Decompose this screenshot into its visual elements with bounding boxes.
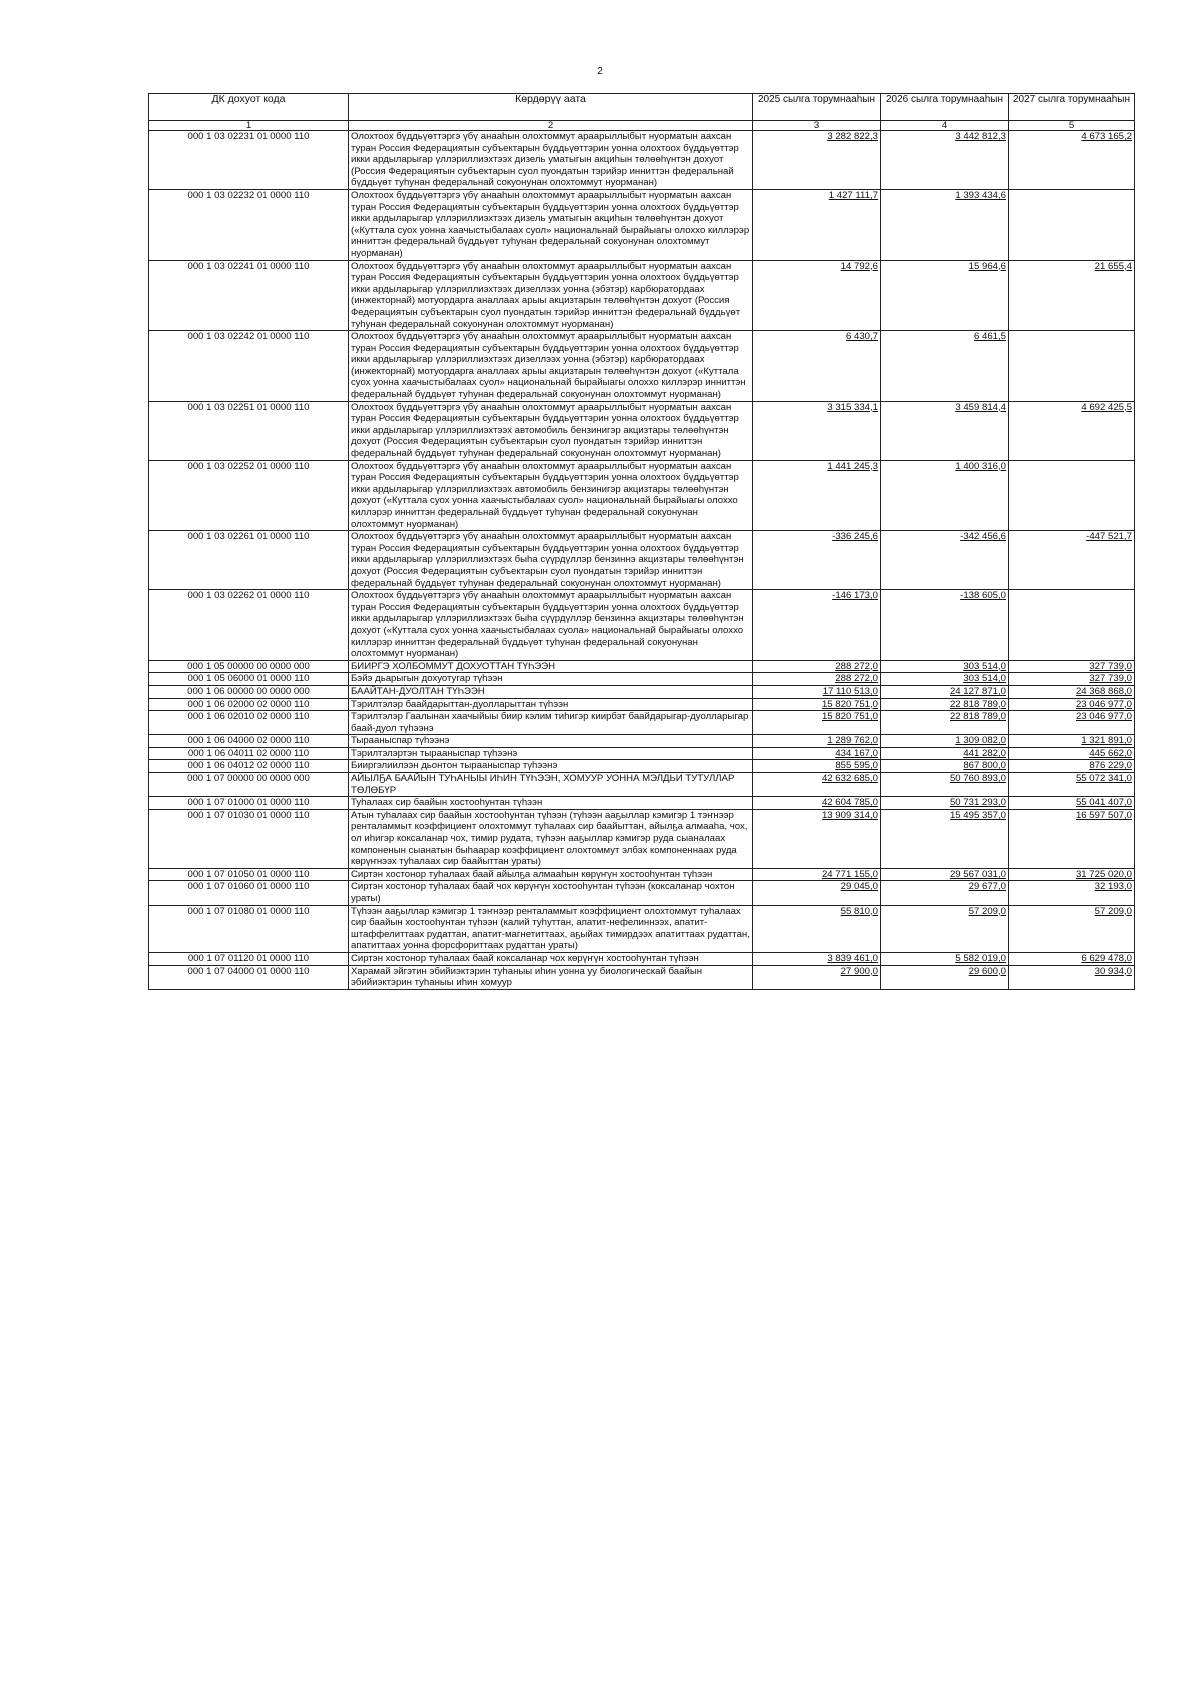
forecast-2026-cell (881, 711, 1009, 735)
forecast-2027-cell (1009, 797, 1135, 810)
forecast-2026-cell (881, 331, 1009, 402)
forecast-2025-cell (753, 673, 881, 686)
indicator-name: БААЙТАН-ДУОЛТАН ТҮҺЭЭН (349, 685, 753, 698)
indicator-name: Олохтоох бүддьүөттэргэ үбү анааһын олохтоммут араарыллыбыт нуорматын аахсан туран Россия Федерациятын субъектарын бүддьүөттэрин уонна олохтоох бүддьүөттэр икки ардыларыгар үллэриллиэхтээх дизеллээх уонна (эбэтэр) карбюратордаах (инжекторнай) мотуордарга аналлаах арыы акцизтарын төлөөһүнтэн дохуот (Россия Федерациятын субъектарын суол пуондатын тэрийэр инниттэн федеральнай бүддьүөт туһунан федеральнай сокуонунан олохтоммут нуорманан) (349, 260, 753, 331)
forecast-2027-value: 6 629 478,0 (1081, 952, 1132, 964)
forecast-2025-cell (753, 881, 881, 905)
table-row (149, 760, 1135, 773)
revenue-code: 000 1 06 04000 02 0000 110 (149, 735, 349, 748)
forecast-2026-value: 50 731 293,0 (949, 797, 1006, 809)
revenue-code: 000 1 07 01000 01 0000 110 (149, 797, 349, 810)
revenue-code: 000 1 03 02232 01 0000 110 (149, 189, 349, 260)
forecast-2025-value: 14 792,6 (840, 260, 878, 272)
forecast-2027-cell (1009, 809, 1135, 868)
forecast-2025-cell (753, 660, 881, 673)
table-row (149, 698, 1135, 711)
indicator-name: Олохтоох бүддьүөттэргэ үбү анааһын олохтоммут араарыллыбыт нуорматын аахсан туран Россия Федерациятын субъектарын бүддьүөттэрин уонна олохтоох бүддьүөттэр икки ардыларыгар үллэриллиэхтээх автомобиль бензинигэр акцизтары төлөөһүнтэн дохуот («Куттала суох уонна хаачыстыбалаах суол» национальнай бырайыагы олоххо киллэрэр инниттэн федеральнай бүддьүөт туһунан федеральнай сокуонунан олохтоммут нуорманан) (349, 460, 753, 531)
forecast-2026-value: 303 514,0 (963, 660, 1006, 672)
revenue-code: 000 1 06 04011 02 0000 110 (149, 747, 349, 760)
forecast-2025-value: 1 441 245,3 (827, 460, 878, 472)
forecast-2027-cell (1009, 189, 1135, 260)
forecast-2026-value: 3 442 812,3 (955, 131, 1006, 142)
indicator-name: Атын туһалаах сир баайын хостооһунтан түһээн (түһээн ааҕыллар кэмигэр 1 тэҥнээр ренталаммыт коэффициент олохтоммут туһалаах сир баайыттан, айылҕа алмааһа, чох, ол иһигэр коксаланар чох, тимир рудата, түһээн ааҕыллар кэмигэр руда сыаналаах компоненын сыанатын быһаарар коэффициент олохтоммут элбэх компоненнаах руда көрүҥнээх туһалаах сир баайыттан ураты) (349, 809, 753, 868)
forecast-2026-cell (881, 660, 1009, 673)
forecast-2026-value: 15 495 357,0 (949, 809, 1006, 821)
forecast-2027-cell (1009, 673, 1135, 686)
forecast-2027-cell (1009, 685, 1135, 698)
forecast-2026-cell (881, 747, 1009, 760)
table-row (149, 685, 1135, 698)
revenue-code: 000 1 06 04012 02 0000 110 (149, 760, 349, 773)
forecast-2027-cell (1009, 260, 1135, 331)
indicator-name: Олохтоох бүддьүөттэргэ үбү анааһын олохтоммут араарыллыбыт нуорматын аахсан туран Россия Федерациятын субъектарын бүддьүөттэрин уонна олохтоох бүддьүөттэр икки ардыларыгар үллэриллиэхтээх быһа сүүрдүллэр бензиннэ акцизтары төлөөһүнтэн дохуот («Куттала суох уонна хаачыстыбалаах суола» национальнай бырайыагы олоххо киллэрэр инниттэн федеральнай бүддьүөт туһунан федеральнай сокуонунан олохтоммут нуорманан) (349, 590, 753, 661)
indicator-name: Туһалаах сир баайын хостооһунтан түһээн (349, 797, 753, 810)
forecast-2025-value: 855 595,0 (835, 760, 878, 772)
forecast-2026-value: -342 456,6 (960, 531, 1006, 543)
table-row (149, 952, 1135, 965)
table-row (149, 965, 1135, 989)
forecast-2027-value: 16 597 507,0 (1075, 809, 1132, 821)
forecast-2025-cell (753, 735, 881, 748)
indicator-name: Харамай эйгэтин эбийиэктэрин туһаныы иһин уонна уу биологическай баайын эбийиэктэрин туһаныы иһин хомуур (349, 965, 753, 989)
forecast-2026-value: 1 309 082,0 (955, 735, 1006, 747)
indicator-name: Түһээн ааҕыллар кэмигэр 1 тэҥнээр ренталаммыт коэффициент олохтоммут туһалаах сир баайын хостооһунтан түһээн (калий туһуттан, апатит-нефелиннээх, апатит-штаффелиттаах рудаттан, апатит-магнетиттаах, аҕыйах тимирдээх апатиттаах рудаттан, апатиттаах уонна форсфориттаах рудаттан ураты) (349, 905, 753, 952)
forecast-2025-value: 55 810,0 (840, 905, 878, 917)
forecast-2027-cell (1009, 698, 1135, 711)
forecast-2025-value: 3 839 461,0 (827, 952, 878, 964)
table-row (149, 331, 1135, 402)
forecast-2027-value: 21 655,4 (1094, 260, 1132, 272)
forecast-2025-value: 42 632 685,0 (821, 773, 878, 785)
header-indicator-name: Көрдөрүү аата (349, 94, 753, 121)
revenue-code: 000 1 05 06000 01 0000 110 (149, 673, 349, 686)
table-header-row (149, 94, 1135, 121)
header-code: ДК дохуот кода (149, 94, 349, 121)
forecast-2025-cell (753, 189, 881, 260)
forecast-2025-value: 15 820 751,0 (821, 698, 878, 710)
forecast-2027-cell (1009, 881, 1135, 905)
indicator-name: Олохтоох бүддьүөттэргэ үбү анааһын олохтоммут араарыллыбыт нуорматын аахсан туран Россия Федерациятын субъектарын бүддьүөттэрин уонна олохтоох бүддьүөттэр икки ардыларыгар үллэриллиэхтээх дизеллээх уонна (эбэтэр) карбюратордаах (инжекторнай) мотуордарга аналлаах арыы акцизтарын төлөөһүнтэн дохуот («Куттала суох уонна хаачыстыбалаах суол» национальнай бырайыагы олоххо киллэрэр инниттэн федеральнай бүддьүөт туһунан федеральнай сокуонунан олохтоммут нуорманан) (349, 331, 753, 402)
forecast-2027-value: 327 739,0 (1089, 660, 1132, 672)
column-number-row (149, 121, 1135, 131)
forecast-2026-cell (881, 685, 1009, 698)
forecast-2025-value: 15 820 751,0 (821, 711, 878, 723)
table-row (149, 189, 1135, 260)
forecast-2027-cell (1009, 331, 1135, 402)
forecast-2026-value: 22 818 789,0 (949, 711, 1006, 723)
forecast-2027-value: 23 046 977,0 (1075, 698, 1132, 710)
forecast-2027-cell (1009, 760, 1135, 773)
table-row (149, 905, 1135, 952)
forecast-2026-value: 24 127 871,0 (949, 685, 1006, 697)
revenue-code: 000 1 06 02010 02 0000 110 (149, 711, 349, 735)
forecast-2027-value: 55 041 407,0 (1075, 797, 1132, 809)
forecast-2026-value: 3 459 814,4 (955, 401, 1006, 413)
forecast-2025-cell (753, 760, 881, 773)
revenue-code: 000 1 07 00000 00 0000 000 (149, 773, 349, 797)
indicator-name: Сиртэн хостонор туһалаах баай коксаланар чох көрүҥүн хостооһунтан түһээн (349, 952, 753, 965)
table-row (149, 881, 1135, 905)
forecast-2025-cell (753, 460, 881, 531)
forecast-2025-cell (753, 965, 881, 989)
forecast-2026-cell (881, 531, 1009, 590)
forecast-2025-value: 1 427 111,7 (828, 189, 878, 201)
forecast-2025-value: 13 909 314,0 (821, 809, 878, 821)
forecast-2027-cell (1009, 905, 1135, 952)
forecast-2025-value: 1 289 762,0 (827, 735, 878, 747)
forecast-2025-value: 42 604 785,0 (821, 797, 878, 809)
revenue-code: 000 1 07 04000 01 0000 110 (149, 965, 349, 989)
forecast-2026-value: 29 567 031,0 (949, 868, 1006, 880)
forecast-2026-cell (881, 797, 1009, 810)
indicator-name: Олохтоох бүддьүөттэргэ үбү анааһын олохтоммут араарыллыбыт нуорматын аахсан туран Россия Федерациятын субъектарын бүддьүөттэрин уонна олохтоох бүддьүөттэр икки ардыларыгар үллэриллиэхтээх дизель уматыгын акциһын төлөөһүнтэн дохуот («Куттала суох уонна хаачыстыбалаах суол» национальнай бырайыагы олоххо киллэрэр инниттэн федеральнай бүддьүөт туһунан федеральнай сокуонунан олохтоммут нуорманан) (349, 189, 753, 260)
forecast-2025-value: 3 315 334,1 (827, 401, 878, 413)
revenue-code: 000 1 03 02231 01 0000 110 (149, 131, 349, 190)
forecast-2026-cell (881, 735, 1009, 748)
indicator-name: Олохтоох бүддьүөттэргэ үбү анааһын олохтоммут араарыллыбыт нуорматын аахсан туран Россия Федерациятын субъектарын бүддьүөттэрин уонна олохтоох бүддьүөттэр икки ардыларыгар үллэриллиэхтээх автомобиль бензинигэр акцизтары төлөөһүнтэн дохуот (Россия Федерациятын субъектарын суол пуондатын тэрийэр инниттэн федеральнай бүддьүөт туһунан федеральнай сокуонунан олохтоммут нуорманан) (349, 401, 753, 460)
forecast-2025-cell (753, 401, 881, 460)
forecast-2026-cell (881, 868, 1009, 881)
forecast-2025-cell (753, 260, 881, 331)
forecast-2027-cell (1009, 460, 1135, 531)
table-row (149, 797, 1135, 810)
forecast-2027-value: 4 692 425,5 (1081, 401, 1132, 413)
forecast-2027-value: -447 521,7 (1086, 531, 1132, 543)
forecast-2025-cell (753, 905, 881, 952)
forecast-2025-cell (753, 952, 881, 965)
forecast-2027-cell (1009, 735, 1135, 748)
forecast-2025-cell (753, 131, 881, 190)
page-number: 2 (597, 66, 603, 77)
revenue-code: 000 1 07 01120 01 0000 110 (149, 952, 349, 965)
table-row (149, 711, 1135, 735)
forecast-2026-value: 867 800,0 (963, 760, 1006, 772)
forecast-2025-value: 288 272,0 (835, 673, 878, 685)
indicator-name: Олохтоох бүддьүөттэргэ үбү анааһын олохтоммут араарыллыбыт нуорматын аахсан туран Россия Федерациятын субъектарын бүддьүөттэрин уонна олохтоох бүддьүөттэр икки ардыларыгар үллэриллиэхтээх быһа сүүрдүллэр бензиннэ акцизтары төлөөһүнтэн дохуот (Россия Федерациятын субъектарын суол пуондатын тэрийэр инниттэн федеральнай бүддьүөт туһунан федеральнай сокуонунан олохтоммут нуорманан) (349, 531, 753, 590)
forecast-2026-value: 6 461,5 (973, 331, 1006, 343)
forecast-2025-value: 17 110 513,0 (822, 685, 878, 697)
forecast-2026-value: 29 600,0 (968, 965, 1006, 977)
forecast-2026-cell (881, 189, 1009, 260)
indicator-name: БИИРГЭ ХОЛБОММУТ ДОХУОТТАН ТҮҺЭЭН (349, 660, 753, 673)
forecast-2027-value: 23 046 977,0 (1075, 711, 1132, 723)
forecast-2025-value: 29 045,0 (840, 881, 878, 893)
forecast-2025-cell (753, 711, 881, 735)
forecast-2026-cell (881, 760, 1009, 773)
forecast-2026-cell (881, 401, 1009, 460)
forecast-2026-value: 50 760 893,0 (949, 773, 1006, 785)
forecast-2025-value: -146 173,0 (832, 590, 878, 602)
forecast-2025-cell (753, 685, 881, 698)
column-number: 4 (881, 121, 1009, 131)
forecast-2026-cell (881, 460, 1009, 531)
revenue-code: 000 1 06 02000 02 0000 110 (149, 698, 349, 711)
forecast-2027-cell (1009, 531, 1135, 590)
forecast-2026-cell (881, 131, 1009, 190)
forecast-2025-cell (753, 331, 881, 402)
forecast-2027-cell (1009, 590, 1135, 661)
header-year-2026: 2026 сылга торумнааһын (881, 94, 1009, 121)
column-number: 1 (149, 121, 349, 131)
indicator-name: Бэйэ дьарыгын дохуотугар түһээн (349, 673, 753, 686)
forecast-2026-cell (881, 673, 1009, 686)
table-row (149, 401, 1135, 460)
forecast-2026-value: 29 677,0 (968, 881, 1006, 893)
column-number: 2 (349, 121, 753, 131)
forecast-2027-cell (1009, 747, 1135, 760)
revenue-code: 000 1 03 02241 01 0000 110 (149, 260, 349, 331)
forecast-2026-value: -138 605,0 (960, 590, 1006, 602)
indicator-name: Олохтоох бүддьүөттэргэ үбү анааһын олохтоммут араарыллыбыт нуорматын аахсан туран Россия Федерациятын субъектарын бүддьүөттэрин уонна олохтоох бүддьүөттэр икки ардыларыгар үллэриллиэхтээх дизель уматыгын акциһын төлөөһүнтэн дохуот (Россия Федерациятын субъектарын суол пуондатын тэрийэр инниттэн федеральнай бүддьүөт туһунан федеральнай сокуонунан олохтоммут нуорманан) (349, 131, 753, 190)
forecast-2027-cell (1009, 660, 1135, 673)
forecast-2025-value: 27 900,0 (840, 965, 878, 977)
forecast-2026-cell (881, 905, 1009, 952)
forecast-2026-value: 5 582 019,0 (955, 952, 1006, 964)
table-row (149, 735, 1135, 748)
forecast-2025-value: 6 430,7 (845, 331, 878, 343)
column-number: 3 (753, 121, 881, 131)
forecast-2026-cell (881, 698, 1009, 711)
indicator-name: АЙЫЛҔА БААЙЫН ТУҺАНЫЫ ИҺИН ТҮҺЭЭН, ХОМУУР УОННА МЭЛДЬИ ТУТУЛЛАР ТӨЛӨБҮР (349, 773, 753, 797)
indicator-name: Тэрилтэлэртэн тырааныспар түһээнэ (349, 747, 753, 760)
table-row (149, 868, 1135, 881)
forecast-2026-value: 1 393 434,6 (955, 189, 1006, 201)
forecast-2027-cell (1009, 773, 1135, 797)
table-body (149, 131, 1135, 990)
forecast-2025-cell (753, 809, 881, 868)
table-row (149, 747, 1135, 760)
budget-revenue-table (148, 93, 1135, 990)
revenue-code: 000 1 03 02252 01 0000 110 (149, 460, 349, 531)
table-row (149, 773, 1135, 797)
table-row (149, 660, 1135, 673)
forecast-2025-value: 24 771 155,0 (821, 868, 878, 880)
revenue-code: 000 1 07 01050 01 0000 110 (149, 868, 349, 881)
forecast-2025-cell (753, 773, 881, 797)
forecast-2026-cell (881, 881, 1009, 905)
table-row (149, 809, 1135, 868)
forecast-2027-value: 57 209,0 (1094, 905, 1132, 917)
forecast-2026-value: 15 964,6 (968, 260, 1006, 272)
indicator-name: Сиртэн хостонор туһалаах баай чох көрүҥүн хостооһунтан түһээн (коксаланар чохтон ураты) (349, 881, 753, 905)
indicator-name: Тырааныспар түһээнэ (349, 735, 753, 748)
indicator-name: Тэрилтэлэр Гаалынан хаачыйыы биир кэлим тиһигэр киирбэт баайдарыгар-дуолларыгар баай-дуол түһээнэ (349, 711, 753, 735)
forecast-2027-value: 24 368 868,0 (1075, 685, 1132, 697)
table-row (149, 460, 1135, 531)
table-row (149, 531, 1135, 590)
forecast-2025-value: -336 245,6 (832, 531, 878, 543)
forecast-2025-cell (753, 698, 881, 711)
forecast-2027-value: 876 229,0 (1089, 760, 1132, 772)
table-row (149, 673, 1135, 686)
table-row (149, 590, 1135, 661)
forecast-2025-cell (753, 590, 881, 661)
forecast-2025-cell (753, 797, 881, 810)
indicator-name: Тэрилтэлэр баайдарыттан-дуолларыттан түһээн (349, 698, 753, 711)
column-number: 5 (1009, 121, 1135, 131)
forecast-2027-cell (1009, 711, 1135, 735)
revenue-code: 000 1 07 01060 01 0000 110 (149, 881, 349, 905)
revenue-code: 000 1 03 02262 01 0000 110 (149, 590, 349, 661)
forecast-2027-value: 445 662,0 (1089, 747, 1132, 759)
revenue-code: 000 1 03 02261 01 0000 110 (149, 531, 349, 590)
forecast-2027-cell (1009, 401, 1135, 460)
forecast-2027-cell (1009, 868, 1135, 881)
forecast-2027-cell (1009, 965, 1135, 989)
forecast-2026-value: 57 209,0 (968, 905, 1006, 917)
forecast-2026-value: 1 400 316,0 (955, 460, 1006, 472)
forecast-2027-value: 30 934,0 (1094, 965, 1132, 977)
forecast-2027-value: 1 321 891,0 (1081, 735, 1132, 747)
forecast-2027-value: 4 673 165,2 (1081, 131, 1132, 142)
revenue-code: 000 1 03 02251 01 0000 110 (149, 401, 349, 460)
revenue-code: 000 1 07 01080 01 0000 110 (149, 905, 349, 952)
forecast-2025-cell (753, 531, 881, 590)
forecast-2026-cell (881, 590, 1009, 661)
indicator-name: Сиртэн хостонор туһалаах баай айылҕа алмааһын көрүҥүн хостооһунтан түһээн (349, 868, 753, 881)
forecast-2025-value: 3 282 822,3 (827, 131, 878, 142)
header-year-2025: 2025 сылга торумнааһын (753, 94, 881, 121)
forecast-2027-value: 327 739,0 (1089, 673, 1132, 685)
revenue-code: 000 1 06 00000 00 0000 000 (149, 685, 349, 698)
forecast-2026-cell (881, 773, 1009, 797)
forecast-2026-value: 22 818 789,0 (949, 698, 1006, 710)
forecast-2027-value: 32 193,0 (1094, 881, 1132, 893)
forecast-2026-value: 441 282,0 (963, 747, 1006, 759)
table-row (149, 260, 1135, 331)
indicator-name: Бииргэлиилээн дьонтон тырааныспар түһээнэ (349, 760, 753, 773)
forecast-2025-value: 434 167,0 (835, 747, 878, 759)
forecast-2027-value: 55 072 341,0 (1075, 773, 1132, 785)
forecast-2027-cell (1009, 952, 1135, 965)
forecast-2025-cell (753, 868, 881, 881)
revenue-code: 000 1 05 00000 00 0000 000 (149, 660, 349, 673)
forecast-2025-value: 288 272,0 (835, 660, 878, 672)
forecast-2026-cell (881, 952, 1009, 965)
revenue-code: 000 1 03 02242 01 0000 110 (149, 331, 349, 402)
revenue-code: 000 1 07 01030 01 0000 110 (149, 809, 349, 868)
forecast-2027-value: 31 725 020,0 (1075, 868, 1132, 880)
table-row (149, 131, 1135, 190)
header-year-2027: 2027 сылга торумнааһын (1009, 94, 1135, 121)
forecast-2027-cell (1009, 131, 1135, 190)
forecast-2025-cell (753, 747, 881, 760)
forecast-2026-value: 303 514,0 (963, 673, 1006, 685)
forecast-2026-cell (881, 260, 1009, 331)
forecast-2026-cell (881, 809, 1009, 868)
forecast-2026-cell (881, 965, 1009, 989)
